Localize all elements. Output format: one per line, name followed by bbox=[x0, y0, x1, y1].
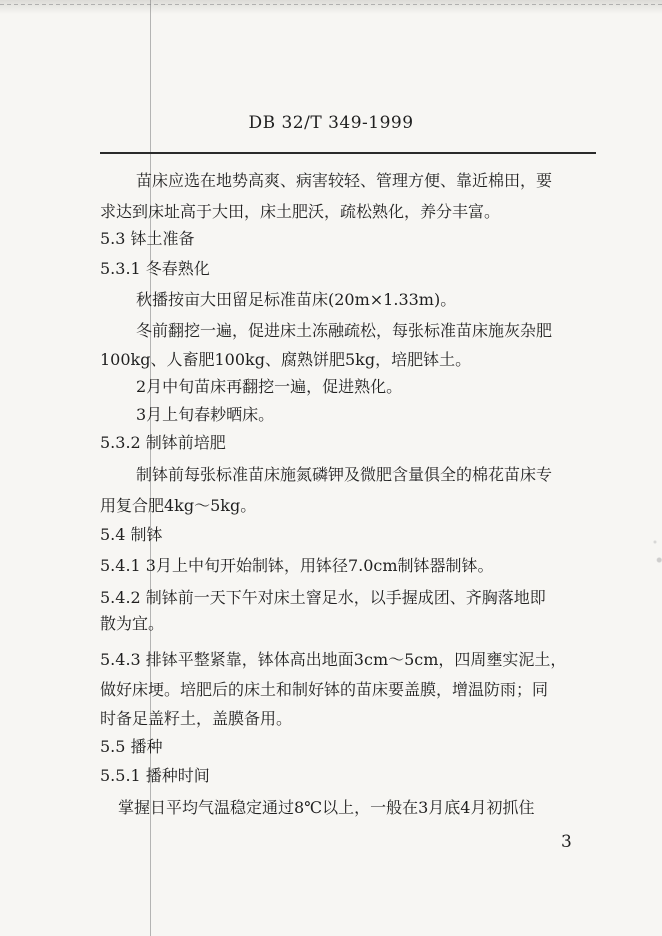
body-paragraph-line: 掌握日平均气温稳定通过8℃以上，一般在3月底4月初抓住 bbox=[118, 798, 535, 817]
body-paragraph-line: 用复合肥4kg～5kg。 bbox=[100, 496, 257, 515]
subsection-paragraph: 5.4.2 制钵前一天下午对床土窨足水，以手握成团、齐胸落地即 bbox=[100, 588, 546, 607]
body-paragraph-line: 秋播按亩大田留足标准苗床(20m×1.33m)。 bbox=[136, 290, 457, 309]
body-paragraph-line: 冬前翻挖一遍，促进床土冻融疏松，每张标准苗床施灰杂肥 bbox=[136, 321, 553, 340]
document-header-id: DB 32/T 349-1999 bbox=[248, 113, 414, 133]
body-paragraph-line: 散为宜。 bbox=[100, 614, 165, 633]
body-paragraph-line: 3月上旬春耖晒床。 bbox=[136, 405, 275, 424]
scan-speckle bbox=[648, 530, 662, 590]
body-paragraph-line: 做好床埂。培肥后的床土和制好钵的苗床要盖膜，增温防雨；同 bbox=[100, 680, 549, 699]
body-paragraph-line: 2月中旬苗床再翻挖一遍，促进熟化。 bbox=[136, 377, 403, 396]
subsection-paragraph: 5.4.1 3月上中旬开始制钵，用钵径7.0cm制钵器制钵。 bbox=[100, 556, 494, 575]
section-heading: 5.5 播种 bbox=[100, 737, 163, 756]
body-paragraph-line: 制钵前每张标准苗床施氮磷钾及微肥含量俱全的棉花苗床专 bbox=[136, 465, 553, 484]
subsection-heading: 5.5.1 播种时间 bbox=[100, 766, 210, 785]
body-paragraph-line: 时备足盖籽土，盖膜备用。 bbox=[100, 709, 293, 728]
header-rule bbox=[100, 152, 596, 154]
scan-edge-shadow bbox=[0, 0, 662, 14]
subsection-paragraph: 5.4.3 排钵平整紧靠，钵体高出地面3cm～5cm，四周壅实泥土， bbox=[100, 650, 567, 669]
body-paragraph-line: 苗床应选在地势高爽、病害较轻、管理方便、靠近棉田，要 bbox=[136, 171, 553, 190]
subsection-heading: 5.3.1 冬春熟化 bbox=[100, 259, 210, 278]
section-heading: 5.3 钵土准备 bbox=[100, 229, 195, 248]
scan-perforation bbox=[0, 4, 662, 5]
body-paragraph-line: 100kg、人畜肥100kg、腐熟饼肥5kg，培肥钵土。 bbox=[100, 350, 472, 369]
page-number: 3 bbox=[561, 832, 572, 852]
subsection-heading: 5.3.2 制钵前培肥 bbox=[100, 433, 226, 452]
section-heading: 5.4 制钵 bbox=[100, 525, 163, 544]
body-paragraph-line: 求达到床址高于大田，床土肥沃，疏松熟化，养分丰富。 bbox=[100, 202, 501, 221]
